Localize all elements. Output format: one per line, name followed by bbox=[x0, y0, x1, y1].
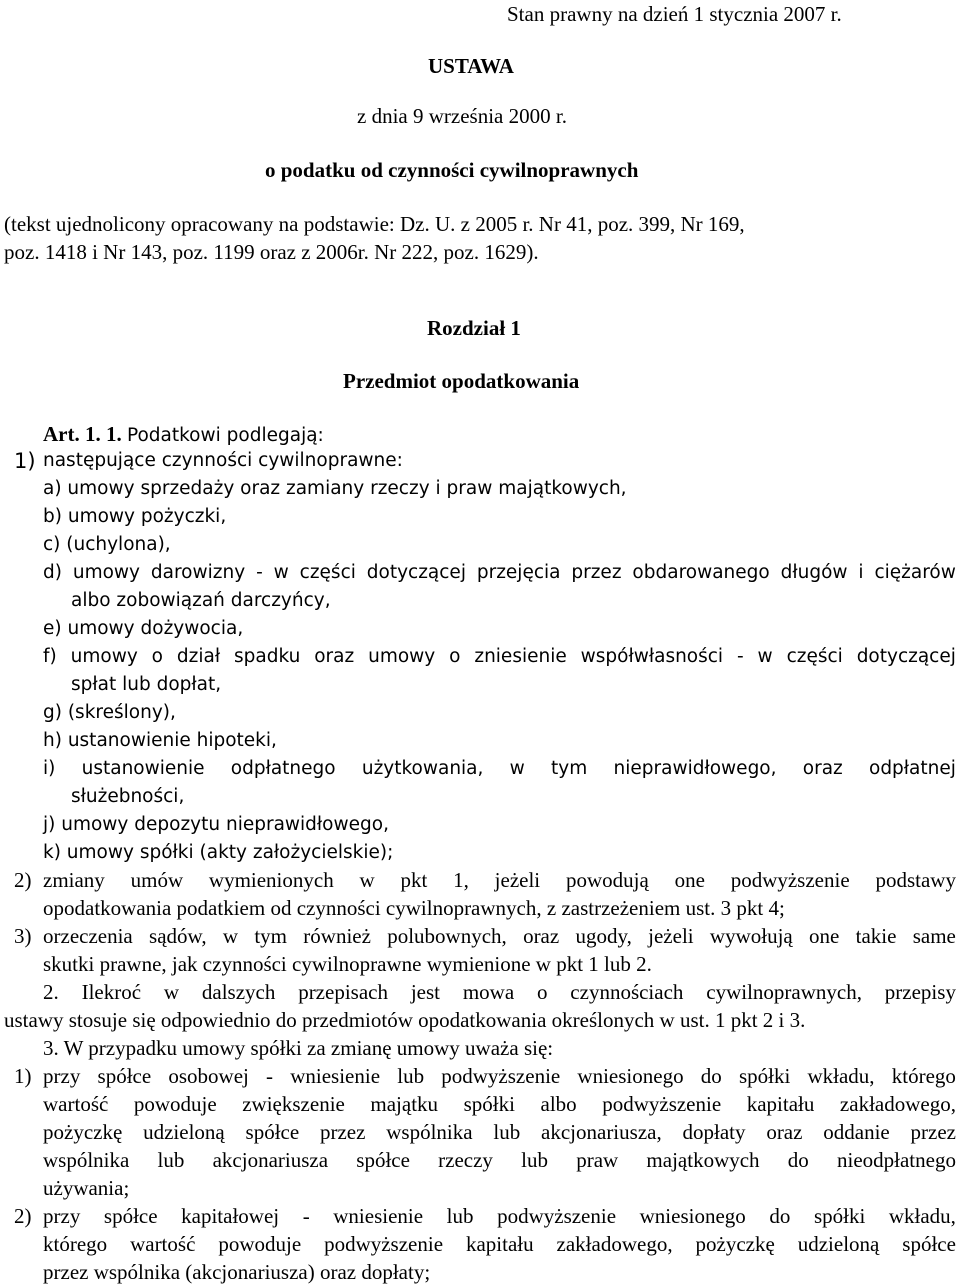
item-e: e) umowy dożywocia, bbox=[43, 618, 244, 639]
word: wkładu, bbox=[888, 1204, 956, 1228]
article-heading-line bbox=[43, 420, 324, 450]
word: - bbox=[266, 1064, 274, 1088]
word: akcjonariusza bbox=[212, 1148, 329, 1172]
word: którego bbox=[43, 1232, 108, 1256]
word: zakładowego, bbox=[556, 1232, 673, 1256]
word: takie bbox=[855, 924, 897, 948]
word: polubownych, bbox=[387, 924, 507, 948]
word: Ilekroć bbox=[81, 980, 142, 1004]
word: jeżeli bbox=[494, 868, 541, 892]
word: oraz bbox=[314, 646, 355, 667]
point-1-number: 1) bbox=[14, 449, 36, 473]
word: lub bbox=[446, 1204, 474, 1228]
item-h: h) ustanowienie hipoteki, bbox=[43, 730, 277, 751]
word: którego bbox=[891, 1064, 956, 1088]
word: części bbox=[786, 646, 843, 667]
word: - bbox=[736, 646, 744, 667]
item-f-line-1 bbox=[43, 643, 956, 671]
word: - bbox=[302, 1204, 310, 1228]
word: wartość bbox=[130, 1232, 196, 1256]
word: 2. bbox=[43, 980, 59, 1004]
word: umów bbox=[130, 868, 184, 892]
word: majątku bbox=[370, 1092, 439, 1116]
word: w bbox=[757, 646, 773, 667]
word: spółki bbox=[463, 1092, 515, 1116]
word: części bbox=[299, 562, 356, 583]
word: obdarowanego bbox=[632, 562, 770, 583]
word: darowizny bbox=[150, 562, 246, 583]
word: kapitału bbox=[465, 1232, 534, 1256]
item-d-line-1 bbox=[43, 559, 956, 587]
point-1-text: następujące czynności cywilnoprawne: bbox=[43, 450, 403, 471]
word: podwyższenie bbox=[602, 1092, 722, 1116]
word: przez bbox=[319, 1120, 366, 1144]
word: zmiany bbox=[43, 868, 105, 892]
word: współwłasności bbox=[580, 646, 724, 667]
word: zwiększenie bbox=[242, 1092, 345, 1116]
word: cywilnoprawnych, bbox=[706, 980, 862, 1004]
word: i bbox=[858, 562, 864, 583]
word: kapitałowej bbox=[181, 1204, 280, 1228]
word: o bbox=[536, 980, 548, 1004]
word: przez bbox=[571, 562, 622, 583]
word: użytkowania, bbox=[361, 758, 484, 779]
chapter-name: Przedmiot opodatkowania bbox=[343, 369, 580, 393]
word: ugody, bbox=[575, 924, 632, 948]
paragraph-3-point-1-line-4 bbox=[43, 1146, 956, 1174]
word: wywołują bbox=[709, 924, 793, 948]
word: umowy bbox=[72, 562, 141, 583]
paragraph-3-point-1-line-1 bbox=[43, 1062, 956, 1090]
word: same bbox=[912, 924, 956, 948]
word: one bbox=[809, 924, 840, 948]
word: umowy bbox=[368, 646, 436, 667]
word: w bbox=[222, 924, 239, 948]
article-label: Art. 1. 1. bbox=[43, 422, 122, 446]
word: wniesionego bbox=[639, 1204, 746, 1228]
word: spółce bbox=[103, 1204, 158, 1228]
word: wspólnika bbox=[43, 1148, 130, 1172]
word: spółce bbox=[97, 1064, 152, 1088]
paragraph-3-point-1-line-5: używania; bbox=[43, 1176, 130, 1200]
word: przy bbox=[43, 1064, 81, 1088]
word: podwyższenie bbox=[730, 868, 850, 892]
word: wspólnika bbox=[386, 1120, 473, 1144]
legal-status-date: Stan prawny na dzień 1 stycznia 2007 r. bbox=[507, 2, 842, 26]
word: dalszych bbox=[201, 980, 276, 1004]
item-d-line-2: albo zobowiązań darczyńcy, bbox=[71, 590, 331, 611]
point-2-number: 2) bbox=[14, 868, 32, 892]
word: oraz bbox=[766, 1120, 803, 1144]
word: jest bbox=[410, 980, 440, 1004]
word: majątkowych bbox=[646, 1148, 760, 1172]
word: wartość bbox=[43, 1092, 109, 1116]
word: spółki bbox=[738, 1064, 791, 1088]
word: 1, bbox=[453, 868, 469, 892]
word: w bbox=[509, 758, 525, 779]
paragraph-3-point-2-line-2 bbox=[43, 1230, 956, 1258]
word: tym bbox=[254, 924, 287, 948]
word: dopłaty bbox=[682, 1120, 746, 1144]
word: ustanowienie bbox=[81, 758, 205, 779]
item-k: k) umowy spółki (akty założycielskie); bbox=[43, 842, 394, 863]
word: przez bbox=[910, 1120, 956, 1144]
word: w bbox=[163, 980, 180, 1004]
word: o bbox=[151, 646, 163, 667]
word: do bbox=[769, 1204, 791, 1228]
word: do bbox=[700, 1064, 722, 1088]
word: spółce bbox=[245, 1120, 300, 1144]
word: oraz bbox=[523, 924, 560, 948]
word: lub bbox=[521, 1148, 548, 1172]
word: i) bbox=[43, 758, 56, 779]
article-intro: Podatkowi podlegają: bbox=[126, 425, 324, 446]
word: udzieloną bbox=[797, 1232, 880, 1256]
paragraph-2-line-1 bbox=[43, 978, 956, 1006]
word: f) bbox=[43, 646, 57, 667]
point-3-number: 3) bbox=[14, 924, 32, 948]
word: spadku bbox=[233, 646, 301, 667]
point-2-line-2: opodatkowania podatkiem od czynności cywilnoprawnych, z zastrzeżeniem ust. 3 pkt 4; bbox=[43, 896, 785, 920]
chapter-number: Rozdział 1 bbox=[427, 316, 521, 340]
word: akcjonariusza, bbox=[541, 1120, 662, 1144]
word: zakładowego, bbox=[839, 1092, 956, 1116]
word: spółki bbox=[813, 1204, 866, 1228]
word: wniesionego bbox=[577, 1064, 684, 1088]
word: powoduje bbox=[133, 1092, 217, 1116]
word: w bbox=[273, 562, 289, 583]
word: dotyczącej bbox=[366, 562, 466, 583]
word: udzieloną bbox=[143, 1120, 225, 1144]
word: lub bbox=[397, 1064, 425, 1088]
word: spółce bbox=[902, 1232, 956, 1256]
item-j: j) umowy depozytu nieprawidłowego, bbox=[43, 814, 389, 835]
word: jeżeli bbox=[648, 924, 694, 948]
word: nieprawidłowego, bbox=[613, 758, 777, 779]
word: d) bbox=[43, 562, 62, 583]
paragraph-3-point-2-line-1 bbox=[43, 1202, 956, 1230]
word: podwyższenie bbox=[497, 1204, 617, 1228]
word: powodują bbox=[565, 868, 649, 892]
paragraph-3-point-1-number: 1) bbox=[14, 1064, 32, 1088]
word: odpłatnego bbox=[230, 758, 336, 779]
point-3-line-2: skutki prawne, jak czynności cywilnoprawne wymienione w pkt 1 lub 2. bbox=[43, 952, 652, 976]
word: spółce bbox=[356, 1148, 410, 1172]
word: przepisy bbox=[884, 980, 956, 1004]
word: praw bbox=[576, 1148, 619, 1172]
word: podstawy bbox=[875, 868, 956, 892]
word: tym bbox=[551, 758, 588, 779]
item-f-line-2: spłat lub dopłat, bbox=[71, 674, 222, 695]
paragraph-3-point-1-line-3 bbox=[43, 1118, 956, 1146]
word: one bbox=[674, 868, 705, 892]
item-a: a) umowy sprzedaży oraz zamiany rzeczy i praw majątkowych, bbox=[43, 478, 627, 499]
word: lub bbox=[157, 1148, 185, 1172]
word: orzeczenia bbox=[43, 924, 133, 948]
word: odpłatnej bbox=[869, 758, 956, 779]
item-b: b) umowy pożyczki, bbox=[43, 506, 227, 527]
word: przejęcia bbox=[476, 562, 561, 583]
word: powoduje bbox=[218, 1232, 302, 1256]
word: - bbox=[256, 562, 263, 583]
word: oraz bbox=[802, 758, 843, 779]
word: długów bbox=[780, 562, 848, 583]
word: ciężarów bbox=[874, 562, 956, 583]
word: lub bbox=[493, 1120, 521, 1144]
word: nieodpłatnego bbox=[837, 1148, 956, 1172]
word: pożyczkę bbox=[695, 1232, 775, 1256]
paragraph-3-intro: 3. W przypadku umowy spółki za zmianę umowy uważa się: bbox=[43, 1036, 554, 1060]
point-3-line-1 bbox=[43, 922, 956, 950]
word: oddanie bbox=[823, 1120, 890, 1144]
word: mowa bbox=[462, 980, 515, 1004]
word: wniesienie bbox=[333, 1204, 424, 1228]
word: pożyczkę bbox=[43, 1120, 123, 1144]
word: przepisach bbox=[298, 980, 388, 1004]
word: czynnościach bbox=[570, 980, 684, 1004]
item-g: g) (skreślony), bbox=[43, 702, 176, 723]
word: podwyższenie bbox=[441, 1064, 561, 1088]
word: rzeczy bbox=[438, 1148, 493, 1172]
word: o bbox=[449, 646, 461, 667]
word: dział bbox=[176, 646, 221, 667]
word: dotyczącej bbox=[856, 646, 956, 667]
word: sądów, bbox=[149, 924, 207, 948]
word: pkt bbox=[400, 868, 428, 892]
act-title: o podatku od czynności cywilnoprawnych bbox=[265, 158, 639, 182]
act-date: z dnia 9 września 2000 r. bbox=[357, 104, 567, 128]
source-note-line-2: poz. 1418 i Nr 143, poz. 1199 oraz z 2006r. Nr 222, poz. 1629). bbox=[4, 240, 539, 264]
word: podwyższenie bbox=[324, 1232, 444, 1256]
word: wkładu, bbox=[807, 1064, 875, 1088]
item-c: c) (uchylona), bbox=[43, 534, 171, 555]
word: osobowej bbox=[168, 1064, 249, 1088]
word: albo bbox=[540, 1092, 577, 1116]
item-i-line-2: służebności, bbox=[71, 786, 185, 807]
act-type: USTAWA bbox=[428, 54, 514, 78]
paragraph-2-line-2: ustawy stosuje się odpowiednio do przedmiotów opodatkowania określonych w ust. 1 pkt 2 i 3. bbox=[4, 1008, 806, 1032]
paragraph-3-point-1-line-2 bbox=[43, 1090, 956, 1118]
word: wymienionych bbox=[208, 868, 334, 892]
item-i-line-1 bbox=[43, 755, 956, 783]
paragraph-3-point-2-line-3: przez wspólnika (akcjonariusza) oraz dopłaty; bbox=[43, 1260, 431, 1284]
paragraph-3-point-2-number: 2) bbox=[14, 1204, 32, 1228]
source-note-line-1: (tekst ujednolicony opracowany na podstawie: Dz. U. z 2005 r. Nr 41, poz. 399, Nr 169, bbox=[4, 212, 745, 236]
point-2-line-1 bbox=[43, 866, 956, 894]
word: zniesienie bbox=[474, 646, 567, 667]
word: w bbox=[359, 868, 375, 892]
word: umowy bbox=[70, 646, 138, 667]
word: kapitału bbox=[746, 1092, 815, 1116]
word: również bbox=[303, 924, 371, 948]
word: przy bbox=[43, 1204, 81, 1228]
word: do bbox=[787, 1148, 809, 1172]
word: wniesienie bbox=[290, 1064, 381, 1088]
